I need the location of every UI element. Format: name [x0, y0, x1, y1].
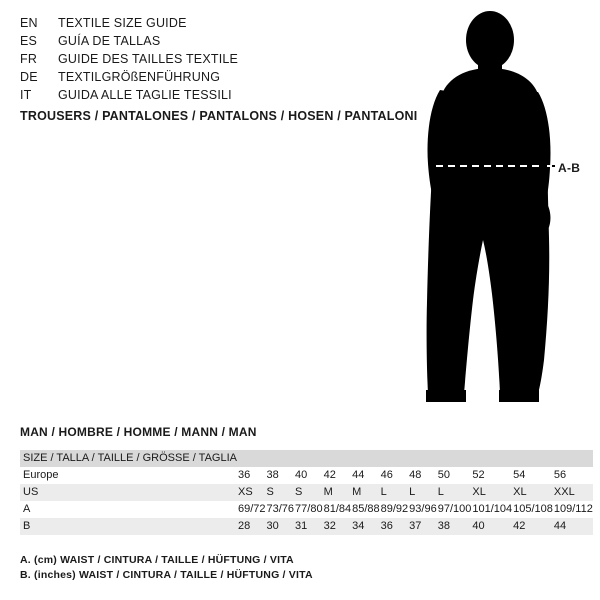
footnote-b: B. (inches) WAIST / CINTURA / TAILLE / HÜFTUNG / VITA — [20, 569, 313, 581]
cell: 46 — [380, 469, 393, 481]
table-row — [20, 501, 593, 518]
cell: XL — [512, 484, 553, 501]
cell: 48 — [409, 469, 422, 481]
cell — [408, 450, 437, 467]
cell — [237, 450, 266, 467]
cell — [351, 450, 380, 467]
cell: 40 — [471, 518, 512, 535]
row-label: SIZE / TALLA / TAILLE / GRÖSSE / TAGLIA — [20, 450, 237, 467]
language-code: EN — [20, 16, 38, 30]
cell: XL — [471, 484, 512, 501]
language-code: FR — [20, 52, 38, 66]
cell: 36 — [237, 469, 251, 481]
cell: 109/112 — [553, 503, 593, 515]
row-label: US — [20, 484, 237, 501]
cell: 93/96 — [409, 503, 437, 515]
cell: XS — [237, 484, 266, 501]
male-silhouette-icon — [400, 8, 600, 408]
row-label: Europe — [23, 469, 59, 481]
row-label: B — [20, 518, 237, 535]
cell: S — [266, 484, 295, 501]
language-code: DE — [20, 70, 38, 84]
cell: 52 — [472, 469, 485, 481]
language-text: GUIDE DES TAILLES TEXTILE — [58, 52, 239, 66]
cell: 85/88 — [352, 503, 380, 515]
language-code: ES — [20, 34, 38, 48]
cell: L — [408, 484, 437, 501]
cell: 30 — [266, 518, 295, 535]
cell: L — [380, 484, 409, 501]
cell — [471, 450, 512, 467]
cell — [553, 450, 593, 467]
cell: 101/104 — [472, 503, 513, 515]
cell: 89/92 — [380, 503, 409, 515]
language-row — [20, 14, 380, 32]
cell: 81/84 — [323, 503, 352, 515]
language-text: TEXTILE SIZE GUIDE — [58, 16, 187, 30]
language-code: IT — [20, 88, 32, 102]
cell: 105/108 — [513, 503, 553, 515]
footnote-a: A. (cm) WAIST / CINTURA / TAILLE / HÜFTUNG / VITA — [20, 554, 294, 566]
cell: 97/100 — [437, 503, 472, 515]
table-row — [20, 518, 593, 535]
table-row — [20, 484, 593, 501]
cell: 44 — [352, 469, 365, 481]
cell: M — [323, 484, 352, 501]
cell: 73/76 — [266, 503, 295, 515]
cell: 38 — [437, 518, 472, 535]
cell — [512, 450, 553, 467]
table-row — [20, 467, 593, 484]
cell: 42 — [323, 469, 336, 481]
cell: 34 — [351, 518, 380, 535]
cell — [266, 450, 295, 467]
cell — [437, 450, 472, 467]
cell: 32 — [323, 518, 352, 535]
measurement-label-ab: A-B — [558, 161, 581, 175]
table-title: MAN / HOMBRE / HOMME / MANN / MAN — [20, 425, 257, 439]
language-text: GUÍA DE TALLAS — [58, 34, 161, 48]
cell: 56 — [553, 469, 567, 481]
cell: L — [437, 484, 472, 501]
cell: XXL — [553, 484, 593, 501]
category-title: TROUSERS / PANTALONES / PANTALONS / HOSEN / PANTALONI — [20, 109, 418, 123]
language-row — [20, 68, 380, 86]
cell: 40 — [295, 469, 308, 481]
language-row — [20, 32, 380, 50]
language-row — [20, 50, 380, 68]
footnotes — [20, 553, 313, 583]
cell — [294, 450, 323, 467]
cell: 50 — [437, 469, 450, 481]
body-illustration — [400, 8, 600, 408]
cell: 69/72 — [237, 503, 266, 515]
cell: S — [294, 484, 323, 501]
cell: 44 — [553, 518, 593, 535]
language-row — [20, 86, 380, 104]
language-text: TEXTILGRÖßENFÜHRUNG — [58, 70, 221, 84]
size-table — [20, 450, 593, 535]
cell: 77/80 — [295, 503, 323, 515]
cell — [323, 450, 352, 467]
cell: 38 — [266, 469, 279, 481]
cell: 28 — [237, 518, 266, 535]
cell: 37 — [408, 518, 437, 535]
cell: 31 — [294, 518, 323, 535]
language-text: GUIDA ALLE TAGLIE TESSILI — [58, 88, 232, 102]
language-list — [20, 14, 380, 104]
cell: 42 — [512, 518, 553, 535]
cell: 54 — [513, 469, 526, 481]
cell: M — [351, 484, 380, 501]
cell: 36 — [380, 518, 409, 535]
table-row — [20, 450, 593, 467]
row-label: A — [23, 503, 31, 515]
cell — [380, 450, 409, 467]
